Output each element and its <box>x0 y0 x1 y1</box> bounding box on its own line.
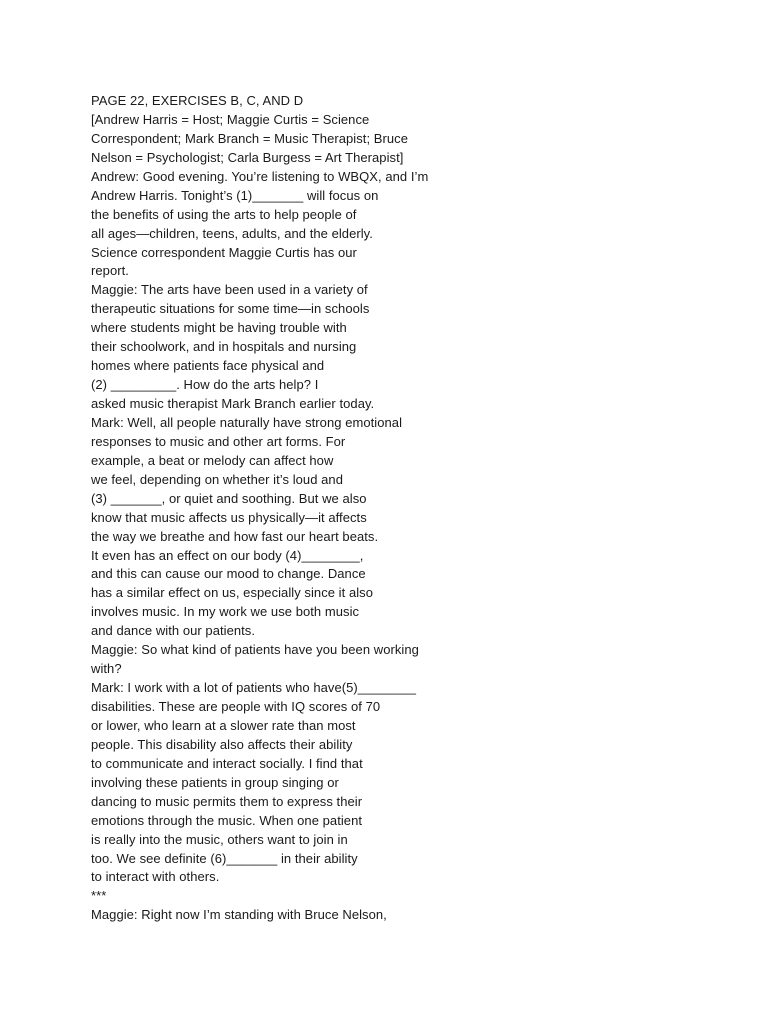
transcript-line: all ages—children, teens, adults, and the elderly. <box>91 225 373 241</box>
transcript-line: Science correspondent Maggie Curtis has our <box>91 244 357 260</box>
transcript-line: Maggie: Right now I’m standing with Bruce Nelson, <box>91 907 387 923</box>
transcript-line: to communicate and interact socially. I find that <box>91 755 363 771</box>
page-heading: PAGE 22, EXERCISES B, C, AND D <box>91 93 304 108</box>
transcript-line: the way we breathe and how fast our heart beats. <box>91 528 379 544</box>
cast-list-line: Correspondent; Mark Branch = Music Therapist; Bruce <box>91 130 408 146</box>
transcript-text <box>91 92 731 925</box>
section-break: *** <box>91 888 107 904</box>
transcript-line: report. <box>91 263 129 279</box>
transcript-line: disabilities. These are people with IQ scores of 70 <box>91 699 381 714</box>
transcript-line: to interact with others. <box>91 869 220 885</box>
transcript-line: therapeutic situations for some time—in schools <box>91 301 370 317</box>
transcript-line: people. This disability also affects their ability <box>91 736 353 752</box>
transcript-line: homes where patients face physical and <box>91 358 325 374</box>
transcript-line: (2) _________. How do the arts help? I <box>91 377 319 393</box>
transcript-line: we feel, depending on whether it’s loud and <box>91 471 343 487</box>
transcript-line: It even has an effect on our body (4)________, <box>91 547 364 563</box>
transcript-line: and dance with our patients. <box>91 623 256 639</box>
transcript-line: know that music affects us physically—it affects <box>91 509 367 525</box>
transcript-line: emotions through the music. When one patient <box>91 812 363 828</box>
transcript-line: with? <box>91 661 122 677</box>
transcript-line: too. We see definite (6)_______ in their ability <box>91 850 358 866</box>
transcript-line: dancing to music permits them to express their <box>91 793 363 809</box>
transcript-line: (3) _______, or quiet and soothing. But we also <box>91 490 367 506</box>
transcript-line: responses to music and other art forms. For <box>91 433 346 449</box>
transcript-line: asked music therapist Mark Branch earlier today. <box>91 396 375 411</box>
transcript-line: involves music. In my work we use both music <box>91 604 360 620</box>
transcript-line: example, a beat or melody can affect how <box>91 452 334 468</box>
transcript-line: Andrew Harris. Tonight’s (1)_______ will focus on <box>91 187 379 203</box>
transcript-line: Maggie: The arts have been used in a variety of <box>91 282 368 298</box>
transcript-line: the benefits of using the arts to help people of <box>91 206 357 222</box>
cast-list-line: Nelson = Psychologist; Carla Burgess = Art Therapist] <box>91 149 404 165</box>
transcript-line: has a similar effect on us, especially since it also <box>91 585 373 601</box>
transcript-line: involving these patients in group singing or <box>91 774 339 790</box>
transcript-line: their schoolwork, and in hospitals and nursing <box>91 339 357 355</box>
transcript-line: Mark: Well, all people naturally have strong emotional <box>91 414 403 430</box>
transcript-line: or lower, who learn at a slower rate than most <box>91 717 356 733</box>
transcript-line: where students might be having trouble with <box>91 320 347 336</box>
transcript-line: and this can cause our mood to change. Dance <box>91 566 366 582</box>
transcript-line: is really into the music, others want to join in <box>91 831 348 847</box>
transcript-line: Andrew: Good evening. You’re listening to WBQX, and I’m <box>91 168 429 184</box>
transcript-line: Mark: I work with a lot of patients who have(5)________ <box>91 680 417 696</box>
cast-list-line: [Andrew Harris = Host; Maggie Curtis = Science <box>91 111 370 127</box>
transcript-line: Maggie: So what kind of patients have you been working <box>91 642 419 658</box>
